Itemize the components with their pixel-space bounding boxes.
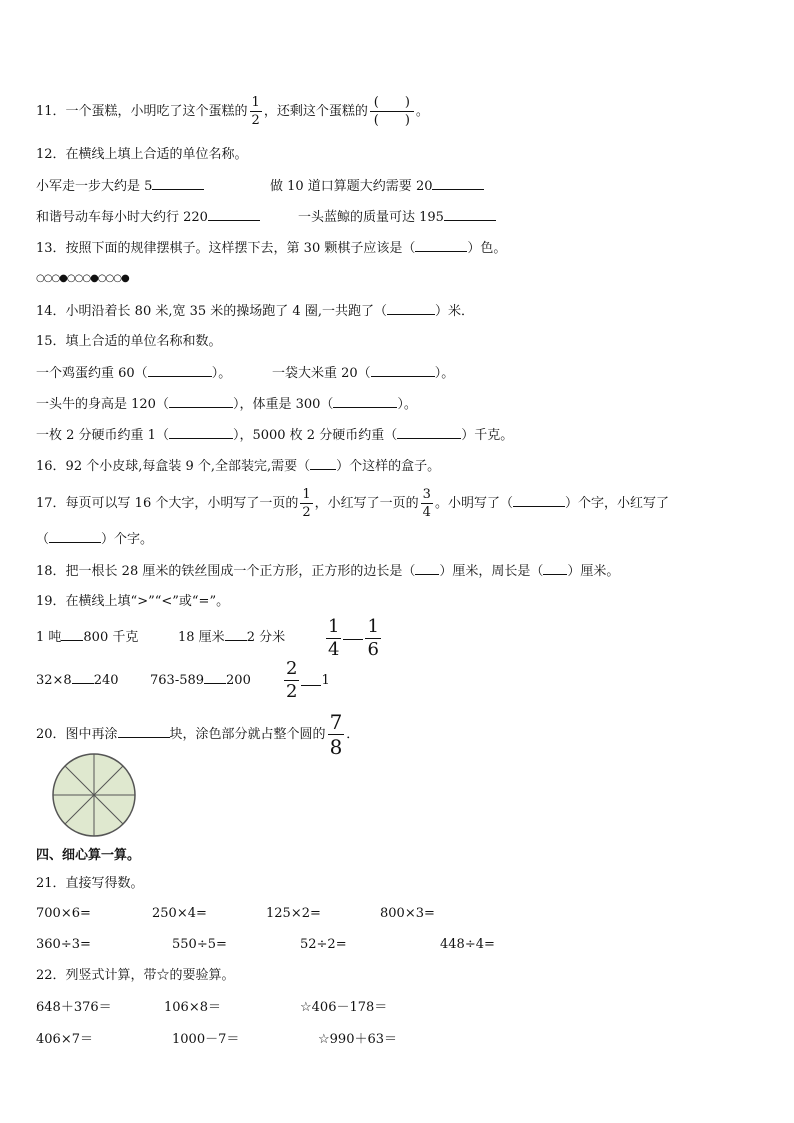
- q12-item-2-text: 做 10 道口算题大约需要 20: [270, 179, 433, 194]
- q15-text: ）。: [397, 397, 417, 412]
- q19-item-f: [282, 660, 330, 701]
- q12-item-2: [270, 177, 484, 196]
- answer-fraction-blank[interactable]: [370, 96, 414, 127]
- q15-title: 15．填上合适的单位名称和数。: [36, 334, 222, 349]
- fraction-seven-eighths: [328, 712, 345, 757]
- q18-text: ）厘米，周长是（: [439, 564, 544, 579]
- divided-circle: [50, 751, 138, 839]
- fraction-one-quarter: [326, 618, 341, 659]
- q15-text: ）。: [211, 366, 232, 381]
- q20-text: 块，涂色部分就占整个圆的: [169, 727, 326, 742]
- q15-text: ）千克。: [461, 428, 514, 443]
- q21-item: 360÷3=: [36, 937, 91, 952]
- q15-line-1a: [36, 364, 231, 383]
- q15-text: ），5000 枚 2 分硬币约重（: [232, 428, 398, 443]
- denominator: 4: [328, 639, 340, 660]
- denominator: 2: [302, 505, 311, 520]
- answer-blank[interactable]: [432, 177, 484, 190]
- numerator: 3: [422, 487, 431, 502]
- q12-item-3: [36, 208, 260, 227]
- answer-blank[interactable]: [208, 208, 260, 221]
- q21-title: 21．直接写得数。: [36, 876, 144, 891]
- question-14: [36, 302, 474, 321]
- q15-line-2: [36, 395, 417, 414]
- q18-text: 18．把一根长 28 厘米的铁丝围成一个正方形，正方形的边长是（: [36, 564, 416, 579]
- q12-item-4-text: 一头蓝鲸的质量可达 195: [298, 210, 444, 225]
- answer-blank[interactable]: [310, 457, 336, 470]
- q16-end: ）个这样的盒子。: [336, 459, 441, 474]
- answer-blank[interactable]: [415, 239, 467, 252]
- q21-item: 448÷4=: [440, 937, 495, 952]
- q15-text: ）。: [434, 366, 455, 381]
- q22-item: 406×7＝: [36, 1032, 93, 1047]
- answer-blank[interactable]: [387, 302, 435, 315]
- question-18: [36, 562, 619, 581]
- q12-item-1: [36, 177, 204, 196]
- q18-text: ）厘米。: [567, 564, 620, 579]
- q19-item-d: [36, 671, 119, 690]
- answer-blank[interactable]: [371, 364, 435, 377]
- q21-item: 550÷5=: [172, 937, 227, 952]
- question-13: [36, 239, 506, 258]
- compare-right: 1: [321, 673, 330, 688]
- answer-blank[interactable]: [415, 562, 439, 575]
- q16-text: 16．92 个小皮球,每盒装 9 个,全部装完,需要（: [36, 459, 311, 474]
- denominator-blank: ( ): [370, 111, 414, 127]
- compare-blank[interactable]: [72, 671, 94, 684]
- compare-left: 763-589: [150, 673, 205, 688]
- q19-item-a: [36, 628, 138, 647]
- question-11: [36, 96, 429, 127]
- compare-blank[interactable]: [343, 637, 363, 640]
- q21-item: 800×3=: [380, 906, 435, 921]
- compare-left: 18 厘米: [178, 630, 225, 645]
- q22-item: 106×8＝: [164, 1000, 221, 1015]
- answer-blank[interactable]: [169, 395, 233, 408]
- numerator: 1: [367, 616, 379, 637]
- numerator: 1: [251, 95, 260, 110]
- compare-blank[interactable]: [225, 628, 247, 641]
- q21-item: 52÷2=: [300, 937, 347, 952]
- q19-item-e: [150, 671, 251, 690]
- numerator: 2: [286, 658, 298, 679]
- q22-title: 22．列竖式计算，带☆的要验算。: [36, 968, 235, 983]
- compare-right: 2 分米: [246, 630, 286, 645]
- q22-item: ☆406－178＝: [300, 1000, 388, 1015]
- compare-blank[interactable]: [204, 671, 226, 684]
- q17-text: ）个字。: [101, 532, 154, 547]
- q22-item: 1000－7＝: [172, 1032, 240, 1047]
- denominator: 8: [329, 735, 343, 759]
- q17-text: 17．每页可以写 16 个大字，小明写了一页的: [36, 496, 299, 511]
- compare-blank[interactable]: [61, 628, 83, 641]
- compare-left: 32×8: [36, 673, 72, 688]
- chess-pattern: ○○○●○○○●○○○●: [36, 273, 129, 284]
- numerator: 1: [302, 487, 311, 502]
- answer-blank[interactable]: [49, 530, 101, 543]
- q11-end: 。: [415, 104, 429, 119]
- compare-right: 200: [226, 673, 251, 688]
- q19-item-b: [178, 628, 285, 647]
- q17-text: ）个字，小红写了: [564, 496, 669, 511]
- q15-text: 一个鸡蛋约重 60（: [36, 366, 148, 381]
- q17-text: ，小红写了一页的: [314, 496, 419, 511]
- denominator: 4: [422, 505, 431, 520]
- numerator-blank: ( ): [373, 95, 410, 110]
- fraction-two-halves: [284, 660, 299, 701]
- fraction-one-half: [250, 96, 262, 127]
- answer-blank[interactable]: [152, 177, 204, 190]
- compare-blank[interactable]: [301, 675, 321, 686]
- q15-text: ），体重是 300（: [232, 397, 334, 412]
- fraction-three-quarters: [421, 488, 433, 519]
- q14-end: ）米．: [434, 304, 474, 319]
- question-16: [36, 457, 440, 476]
- q12-item-1-text: 小军走一步大约是 5: [36, 179, 153, 194]
- compare-right: 800 千克: [83, 630, 139, 645]
- q20-text: 20．图中再涂: [36, 727, 118, 742]
- q21-item: 250×4=: [152, 906, 207, 921]
- q11-text: 11．一个蛋糕，小明吃了这个蛋糕的: [36, 104, 248, 119]
- answer-blank[interactable]: [397, 426, 461, 439]
- compare-left: 1 吨: [36, 630, 62, 645]
- q22-item: ☆990＋63＝: [318, 1032, 398, 1047]
- q12-item-4: [298, 208, 496, 227]
- q15-line-1b: [272, 364, 454, 383]
- q17-text: （: [36, 532, 50, 547]
- numerator: 7: [329, 710, 343, 734]
- denominator: 6: [367, 639, 379, 660]
- answer-blank[interactable]: [513, 494, 565, 507]
- answer-blank[interactable]: [444, 208, 496, 221]
- numerator: 1: [328, 616, 340, 637]
- q21-item: 700×6=: [36, 906, 91, 921]
- q20-end: ．: [346, 727, 360, 742]
- question-17: [36, 488, 669, 519]
- q13-text: 13．按照下面的规律摆棋子。这样摆下去，第 30 颗棋子应该是（: [36, 241, 416, 256]
- q19-title: 19．在横线上填“>”“<”或“=”。: [36, 594, 230, 609]
- q11-middle: ，还剩这个蛋糕的: [263, 104, 368, 119]
- q12-title: 12．在横线上填上合适的单位名称。: [36, 147, 248, 162]
- fraction-one-half: [300, 488, 312, 519]
- answer-blank[interactable]: [169, 426, 233, 439]
- answer-blank[interactable]: [333, 395, 397, 408]
- q21-item: 125×2=: [266, 906, 321, 921]
- denominator: 2: [251, 113, 260, 128]
- q15-text: 一枚 2 分硬币约重 1（: [36, 428, 169, 443]
- question-17-line-2: [36, 530, 153, 549]
- q17-text: 。小明写了（: [434, 496, 513, 511]
- compare-right: 240: [93, 673, 119, 688]
- answer-blank[interactable]: [118, 725, 170, 738]
- q15-text: 一头牛的身高是 120（: [36, 397, 169, 412]
- q12-item-3-text: 和谐号动车每小时大约行 220: [36, 210, 208, 225]
- q13-end: ）色。: [467, 241, 507, 256]
- q22-item: 648＋376＝: [36, 1000, 112, 1015]
- section-4-title: 四、细心算一算。: [36, 848, 141, 863]
- answer-blank[interactable]: [148, 364, 212, 377]
- q14-text: 14．小明沿着长 80 米,宽 35 米的操场跑了 4 圈,一共跑了（: [36, 304, 387, 319]
- q15-line-3: [36, 426, 513, 445]
- answer-blank[interactable]: [543, 562, 567, 575]
- q15-text: 一袋大米重 20（: [272, 366, 371, 381]
- q19-item-c: [324, 618, 383, 659]
- denominator: 2: [286, 681, 298, 702]
- fraction-one-sixth: [365, 618, 380, 659]
